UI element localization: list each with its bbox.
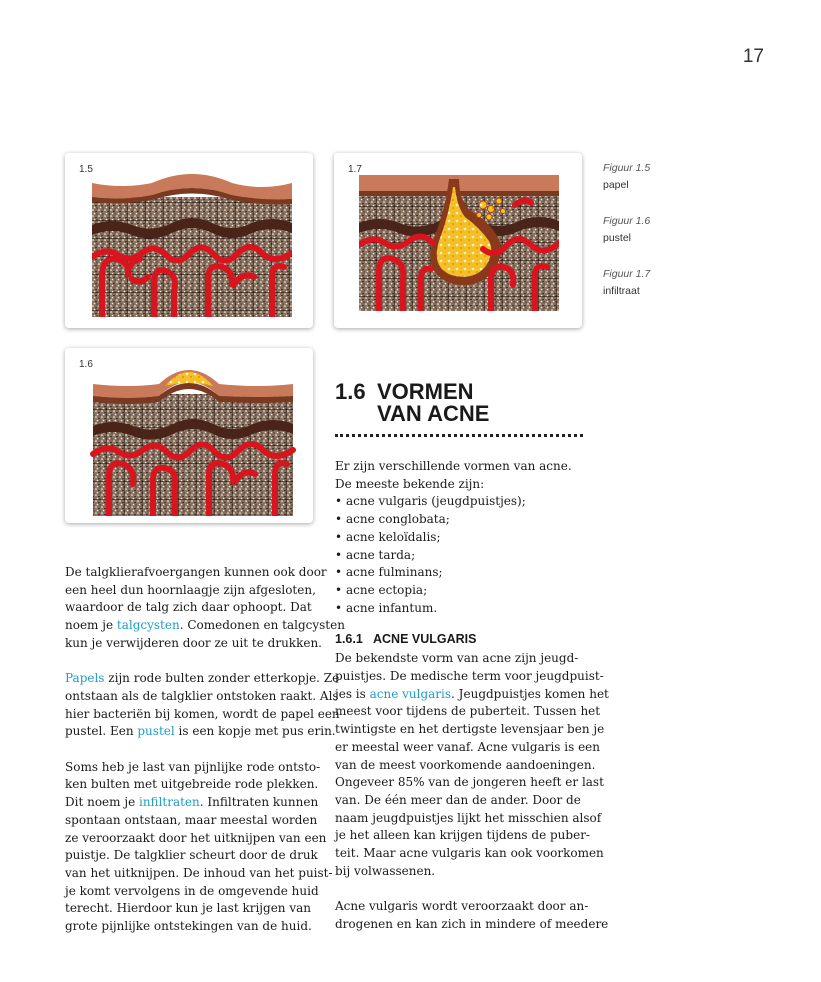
text-line: teit. Maar acne vulgaris kan ook voorkomen bbox=[335, 846, 604, 861]
text-line: jes is acne vulgaris. Jeugdpuistjes komen het bbox=[335, 686, 609, 701]
caption-text: papel bbox=[603, 179, 629, 191]
list-item: • acne conglobata; bbox=[335, 511, 585, 529]
subsection-number: 1.6.1 bbox=[335, 632, 363, 647]
page-number: 17 bbox=[742, 46, 764, 67]
pustule-skin-illustration-icon bbox=[89, 356, 297, 516]
term-link-acne-vulgaris[interactable]: acne vulgaris bbox=[369, 686, 452, 701]
text-line: een heel dun hoornlaagje zijn afgesloten, bbox=[65, 582, 316, 597]
section-title-line2: VAN ACNE bbox=[377, 401, 490, 426]
text-line: Papels zijn rode bulten zonder etterkopje. Ze bbox=[65, 671, 340, 686]
caption-figure-1-7 bbox=[603, 266, 723, 319]
intro-line: Er zijn verschillende vormen van acne. bbox=[335, 459, 572, 473]
caption-text: pustel bbox=[603, 232, 632, 244]
text-line: ken bulten met uitgebreide rode plekken. bbox=[65, 777, 319, 792]
text-line: kun je verwijderen door ze uit te drukken. bbox=[65, 635, 322, 650]
text-line: De bekendste vorm van acne zijn jeugd- bbox=[335, 651, 579, 666]
text-line: puistjes. De medische term voor jeugdpuist- bbox=[335, 669, 604, 684]
text-line: Acne vulgaris wordt veroorzaakt door an- bbox=[335, 899, 589, 914]
text-line: spontaan ontstaan, maar meestal worden bbox=[65, 812, 318, 827]
caption-text: infiltraat bbox=[603, 285, 640, 297]
text-line: Ongeveer 85% van de jongeren heeft er last bbox=[335, 775, 604, 790]
papule-skin-illustration-icon bbox=[92, 167, 292, 317]
term-link-infiltraten[interactable]: infiltraten bbox=[138, 795, 200, 810]
text-line: grote pijnlijke ontstekingen van de huid. bbox=[65, 919, 312, 934]
list-item: • acne tarda; bbox=[335, 547, 585, 565]
term-link-papels[interactable]: Papels bbox=[65, 671, 105, 686]
text-line: er meestal weer vanaf. Acne vulgaris is een bbox=[335, 739, 601, 754]
dotted-divider bbox=[335, 434, 583, 437]
text-line: hier bacteriën bij komen, wordt de papel een bbox=[65, 706, 340, 721]
term-link-pustel[interactable]: pustel bbox=[137, 724, 175, 739]
text-line: naam jeugdpuistjes lijkt het misschien alsof bbox=[335, 810, 602, 825]
text-line: Dit noem je infiltraten. Infiltraten kunnen bbox=[65, 795, 319, 810]
infiltrate-skin-illustration-icon bbox=[359, 171, 559, 311]
text-line: je komt vervolgens in de omgevende huid bbox=[65, 883, 319, 898]
list-item: • acne ectopia; bbox=[335, 582, 585, 600]
text-line: twintigste en het dertigste levensjaar ben je bbox=[335, 722, 605, 737]
acne-types-list bbox=[335, 493, 585, 617]
left-column bbox=[65, 564, 345, 936]
list-item: • acne keloïdalis; bbox=[335, 529, 585, 547]
text-line: je het alleen kan krijgen tijdens de puber- bbox=[335, 828, 590, 843]
right-column bbox=[335, 458, 609, 934]
text-line: bij volwassenen. bbox=[335, 863, 436, 878]
text-line: terecht. Hierdoor kun je last krijgen van bbox=[65, 901, 312, 916]
figure-captions bbox=[603, 160, 723, 319]
figure-1-7 bbox=[334, 153, 582, 328]
figure-1-5-label: 1.5 bbox=[79, 164, 93, 175]
list-item: • acne vulgaris (jeugdpuistjes); bbox=[335, 493, 585, 511]
figure-1-5 bbox=[65, 153, 313, 328]
text-line: van de meest voorkomende aandoeningen. bbox=[335, 757, 596, 772]
list-item: • acne infantum. bbox=[335, 600, 585, 618]
text-line: meest voor tijdens de puberteit. Tussen het bbox=[335, 704, 601, 719]
list-item: • acne fulminans; bbox=[335, 564, 585, 582]
text-line: van. De één meer dan de ander. Door de bbox=[335, 792, 581, 807]
text-line: waardoor de talg zich daar ophoopt. Dat bbox=[65, 600, 312, 615]
figure-1-7-label: 1.7 bbox=[348, 164, 362, 175]
text-line: noem je talgcysten. Comedonen en talgcysten bbox=[65, 618, 345, 633]
figure-1-6 bbox=[65, 348, 313, 523]
section-title-line1: VORMEN bbox=[377, 379, 474, 404]
subsection-title: ACNE VULGARIS bbox=[373, 632, 477, 647]
intro-line: De meeste bekende zijn: bbox=[335, 476, 485, 491]
text-line: puistje. De talgklier scheurt door de druk bbox=[65, 848, 318, 863]
text-line: drogenen en kan zich in mindere of meedere bbox=[335, 916, 609, 931]
text-line: Soms heb je last van pijnlijke rode ontsto- bbox=[65, 759, 321, 774]
caption-figure-1-5 bbox=[603, 160, 723, 213]
term-link-talgcysten[interactable]: talgcysten bbox=[116, 618, 180, 633]
figure-1-6-label: 1.6 bbox=[79, 359, 93, 370]
section-number: 1.6 bbox=[335, 379, 366, 404]
text-line: pustel. Een pustel is een kopje met pus erin. bbox=[65, 724, 336, 739]
subsection-heading bbox=[335, 630, 585, 648]
caption-title: Figuur 1.6 bbox=[603, 215, 651, 227]
caption-title: Figuur 1.5 bbox=[603, 162, 651, 174]
text-line: ze veroorzaakt door het uitknijpen van een bbox=[65, 830, 327, 845]
text-line: De talgklierafvoergangen kunnen ook door bbox=[65, 565, 327, 579]
text-line: van het uitknijpen. De inhoud van het puist- bbox=[65, 865, 333, 880]
caption-figure-1-6 bbox=[603, 213, 723, 266]
caption-title: Figuur 1.7 bbox=[603, 268, 651, 280]
text-line: ontstaan als de talgklier ontstoken raakt. Als bbox=[65, 688, 339, 703]
